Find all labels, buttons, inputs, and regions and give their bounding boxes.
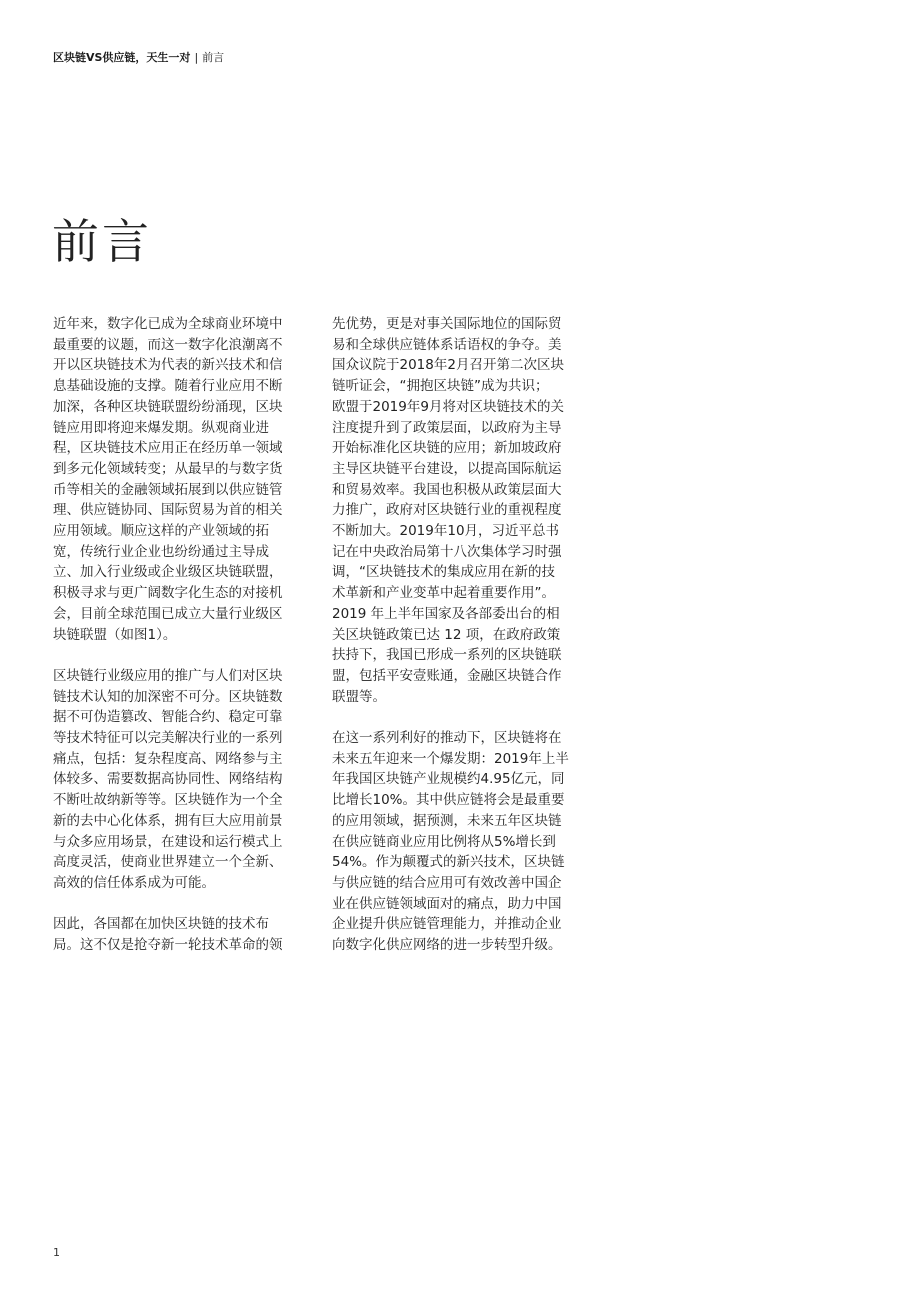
paragraph-line: 2019 年上半年国家及各部委出台的相 [332, 605, 560, 622]
page-title: 前言 [52, 215, 152, 271]
paragraph-line: 区块链行业级应用的推广与人们对区块 [53, 667, 283, 684]
paragraph-line: 立、加入行业级或企业级区块链联盟， [53, 564, 283, 581]
body-paragraph [332, 728, 584, 956]
paragraph-line: 等技术特征可以完美解决行业的一系列 [53, 730, 283, 747]
paragraph-line: 欧盟于2019年9月将对区块链技术的关 [332, 398, 564, 415]
paragraph-line: 积极寻求与更广阔数字化生态的对接机 [53, 585, 283, 602]
paragraph-line: 加深，各种区块链联盟纷纷涌现，区块 [53, 398, 283, 415]
page-number: 1 [53, 1246, 60, 1259]
paragraph-line: 注度提升到了政策层面，以政府为主导 [332, 419, 562, 436]
paragraph-line: 理、供应链协同、国际贸易为首的相关 [53, 502, 283, 519]
paragraph-line: 在供应链商业应用比例将从5%增长到 [332, 833, 556, 850]
header-separator: | [194, 51, 199, 64]
paragraph-line: 息基础设施的支撑。随着行业应用不断 [53, 378, 283, 395]
paragraph-line: 记在中央政治局第十八次集体学习时强 [332, 543, 562, 560]
body-paragraph [332, 314, 584, 707]
paragraph-line: 应用领域。顺应这样的产业领域的拓 [53, 523, 269, 540]
header-section-name: 前言 [202, 51, 225, 64]
paragraph-line: 块链联盟（如图1）。 [53, 626, 177, 643]
body-paragraph [53, 914, 305, 955]
paragraph-line: 会，目前全球范围已成立大量行业级区 [53, 605, 283, 622]
paragraph-line: 程，区块链技术应用正在经历单一领域 [53, 440, 283, 457]
paragraph-line: 先优势，更是对事关国际地位的国际贸 [332, 316, 562, 332]
paragraph-line: 盟，包括平安壹账通，金融区块链合作 [332, 667, 562, 684]
paragraph-line: 开始标准化区块链的应用；新加坡政府 [332, 440, 562, 457]
paragraph-line: 联盟等。 [332, 688, 386, 705]
paragraph-line: 痛点，包括：复杂程度高、网络参与主 [53, 750, 283, 767]
paragraph-line: 链听证会，“拥抱区块链”成为共识； [332, 378, 549, 395]
paragraph-line: 扶持下，我国已形成一系列的区块链联 [332, 647, 562, 664]
paragraph-line: 和贸易效率。我国也积极从政策层面大 [332, 481, 562, 498]
body-paragraph [53, 314, 305, 645]
paragraph-line: 调，“区块链技术的集成应用在新的技 [332, 564, 555, 581]
body-paragraph [53, 666, 305, 894]
paragraph-line: 与供应链的结合应用可有效改善中国企 [332, 874, 562, 891]
paragraph-line: 主导区块链平台建设，以提高国际航运 [332, 460, 562, 477]
left-column [53, 314, 305, 976]
paragraph-line: 高度灵活，使商业世界建立一个全新、 [53, 854, 283, 871]
paragraph-line: 向数字化供应网络的进一步转型升级。 [332, 937, 562, 954]
paragraph-line: 企业提升供应链管理能力，并推动企业 [332, 916, 562, 933]
running-header [53, 50, 224, 66]
paragraph-line: 未来五年迎来一个爆发期：2019年上半 [332, 750, 569, 767]
header-series-title: 区块链VS供应链，天生一对 [53, 51, 191, 64]
paragraph-line: 业在供应链领域面对的痛点，助力中国 [332, 895, 562, 912]
paragraph-line: 体较多、需要数据高协同性、网络结构 [53, 771, 283, 788]
paragraph-line: 据不可伪造篡改、智能合约、稳定可靠 [53, 709, 283, 726]
paragraph-line: 的应用领域，据预测，未来五年区块链 [332, 812, 562, 829]
paragraph-line: 54%。作为颠覆式的新兴技术，区块链 [332, 854, 565, 871]
paragraph-line: 年我国区块链产业规模约4.95亿元，同 [332, 771, 565, 788]
paragraph-line: 局。这不仅是抢夺新一轮技术革命的领 [53, 937, 283, 954]
paragraph-line: 在这一系列利好的推动下，区块链将在 [332, 730, 562, 747]
paragraph-line: 易和全球供应链体系话语权的争夺。美 [332, 336, 562, 353]
paragraph-line: 与众多应用场景，在建设和运行模式上 [53, 833, 283, 850]
paragraph-line: 新的去中心化体系，拥有巨大应用前景 [53, 812, 283, 829]
paragraph-line: 关区块链政策已达 12 项，在政府政策 [332, 626, 561, 643]
paragraph-line: 不断加大。2019年10月，习近平总书 [332, 523, 560, 540]
paragraph-line: 宽，传统行业企业也纷纷通过主导成 [53, 543, 269, 560]
paragraph-line: 链应用即将迎来爆发期。纵观商业进 [53, 419, 269, 436]
paragraph-line: 最重要的议题，而这一数字化浪潮离不 [53, 336, 283, 353]
paragraph-line: 链技术认知的加深密不可分。区块链数 [53, 688, 283, 705]
paragraph-line: 币等相关的金融领域拓展到以供应链管 [53, 481, 283, 498]
paragraph-line: 国众议院于2018年2月召开第二次区块 [332, 357, 564, 374]
right-column [332, 314, 584, 976]
paragraph-line: 到多元化领域转变；从最早的与数字货 [53, 460, 283, 477]
paragraph-line: 力推广，政府对区块链行业的重视程度 [332, 502, 562, 519]
paragraph-line: 不断吐故纳新等等。区块链作为一个全 [53, 792, 283, 809]
paragraph-line: 因此，各国都在加快区块链的技术布 [53, 916, 269, 933]
paragraph-line: 近年来，数字化已成为全球商业环境中 [53, 316, 283, 332]
paragraph-line: 比增长10%。其中供应链将会是最重要 [332, 792, 565, 809]
paragraph-line: 开以区块链技术为代表的新兴技术和信 [53, 357, 283, 374]
paragraph-line: 高效的信任体系成为可能。 [53, 874, 215, 891]
paragraph-line: 术革新和产业变革中起着重要作用”。 [332, 585, 555, 602]
